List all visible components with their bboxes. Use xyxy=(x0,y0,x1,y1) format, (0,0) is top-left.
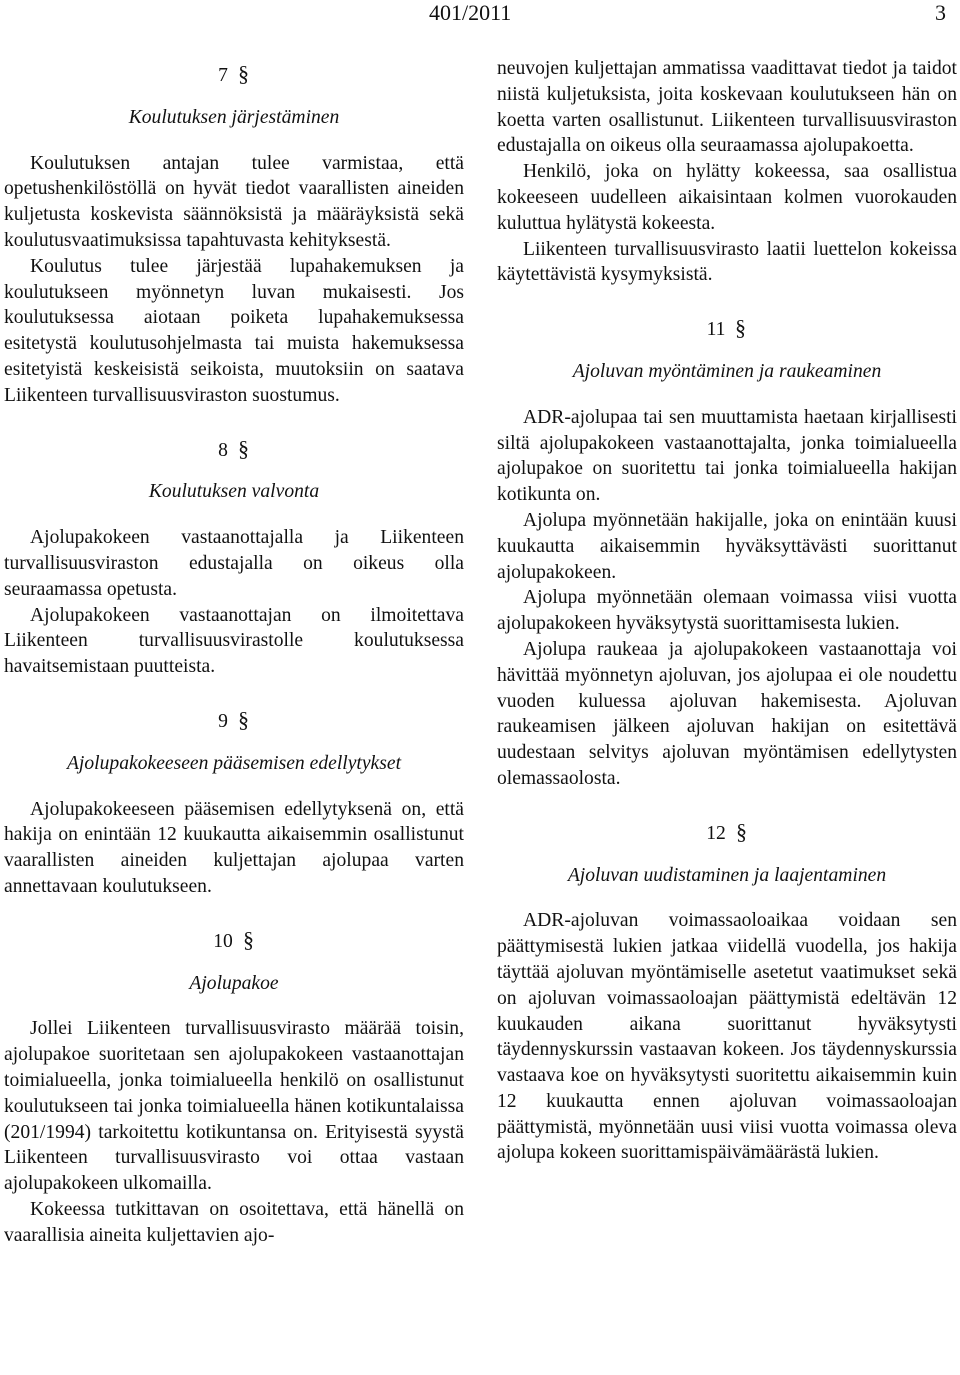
section-gap xyxy=(4,900,464,922)
body-paragraph: Henkilö, joka on hylätty kokeessa, saa osallistua kokeeseen uudelleen aikaisintaan kolmen vuorokauden kuluttua hylätystä kokeesta. xyxy=(497,161,957,234)
body-paragraph: Ajolupa myönnetään hakijalle, joka on enintään kuusi kuukautta aikaisemmin hyväksyttävästi suorittanut ajolupakokeen. xyxy=(497,509,957,583)
section-title: Koulutuksen valvonta xyxy=(148,481,320,503)
svg-text:§: § xyxy=(237,62,249,86)
body-paragraph: Ajolupakokeen vastaanottajan on ilmoitettava Liikenteen turvallisuusvirastolle koulutuksessa havaitsemistaan puutteista. xyxy=(4,604,464,678)
left-column xyxy=(4,56,464,1248)
section-title: Ajoluvan myöntäminen ja raukeaminen xyxy=(572,360,882,382)
section-gap xyxy=(497,792,957,814)
svg-text:§: § xyxy=(237,436,249,461)
section-number xyxy=(497,316,957,343)
section-number-text: 11 xyxy=(706,319,726,341)
section-sign-icon xyxy=(238,437,250,461)
section-number xyxy=(4,708,464,735)
page-header xyxy=(0,0,960,32)
right-column xyxy=(497,56,957,1166)
section-number xyxy=(4,437,464,464)
body-paragraph: ADR-ajoluvan voimassaoloaikaa voidaan sen päättymisestä lukien jatkaa viidellä vuodella, jos hakija täyttää ajoluvan myöntämiselle asetetut vaatimukset sekä on ajoluvan voimassaoloajan päättymistä edeltävän 12 kuukauden aikana suorittanut hyväksytysti täydennyskurssin vastaavan kokeen. Jos täydennyskurssia vastaava koe on hyväksytysti suoritettu aikaisemmin kuin 12 kuukautta ennen ajoluvan voimassaoloajan päättymistä, myönnetään uusi viisi vuotta voimassa oleva ajolupa kokeen suorittamispäivämäärästä lukien. xyxy=(497,910,957,1164)
section-number-text: 7 xyxy=(218,65,228,86)
section-sign-icon xyxy=(243,928,255,952)
body-paragraph: Koulutus tulee järjestää lupahakemuksen ja koulutukseen myönnetyn luvan mukaisesti. Jos koulutuksessa aiotaan poiketa lupahakemuksessa esitetystä koulutusohjelmasta tai muista hakemuksessa esitetyistä keskeisistä seikoista, muutoksiin on saatava Liikenteen turvallisuusviraston suostumus. xyxy=(4,255,464,406)
section-sign-icon xyxy=(735,316,747,340)
section-number-text: 9 xyxy=(218,710,228,732)
section-sign-icon xyxy=(238,708,250,732)
section-sign-icon xyxy=(238,62,250,86)
section-title: Ajolupakokeeseen pääsemisen edellytykset xyxy=(66,752,402,774)
body-paragraph: Liikenteen turvallisuusvirasto laatii luettelon kokeissa käytettävistä kysymyksistä. xyxy=(497,238,957,286)
svg-text:§: § xyxy=(237,707,249,732)
body-paragraph: Ajolupakokeen vastaanottajalla ja Liikenteen turvallisuusviraston edustajalla on oikeus olla seuraamassa opetusta. xyxy=(4,527,464,600)
issue-number: 401/2011 xyxy=(429,0,512,25)
section-gap xyxy=(4,680,464,702)
section-number xyxy=(4,928,464,955)
body-paragraph: Kokeessa tutkittavan on osoitettava, että hänellä on vaarallisia aineita kuljettavien ajo- xyxy=(4,1198,464,1246)
section-number-text: 10 xyxy=(213,930,233,952)
body-paragraph: Ajolupa myönnetään olemaan voimassa viisi vuotta ajolupakokeen hyväksytystä suorittamisesta lukien. xyxy=(497,587,957,635)
section-number xyxy=(497,820,957,847)
body-paragraph: neuvojen kuljettajan ammatissa vaadittavat tiedot ja taidot niistä kuljetuksista, joita koskevaan koulutukseen hän on koetta varten osallistunut. Liikenteen turvallisuusviraston edustajalla on oikeus olla seuraamassa ajolupakoetta. xyxy=(497,58,957,157)
body-paragraph: Ajolupakokeeseen pääsemisen edellytyksenä on, että hakija on enintään 12 kuukautta aikaisemmin osallistunut vaarallisten aineiden kuljettajan ajolupaa varten annettavaan koulutukseen. xyxy=(4,798,464,897)
svg-text:§: § xyxy=(735,819,747,844)
svg-text:§: § xyxy=(735,316,747,341)
section-number-text: 12 xyxy=(706,822,726,844)
section-gap xyxy=(4,409,464,431)
body-paragraph: Ajolupa raukeaa ja ajolupakokeen vastaanottaja voi hävittää myönnetyn ajoluvan, jos ajolupaa ei ole noudettu vuoden kuluessa ajoluvan hakemisesta. Ajoluvan raukeamisen jälkeen ajoluvan hakijan on esitettävä uudestaan selvitys ajoluvan myöntämisen edellytysten olemassaolosta. xyxy=(497,638,957,789)
page-number: 3 xyxy=(935,0,946,25)
section-gap xyxy=(497,288,957,310)
section-title: Ajolupakoe xyxy=(189,972,279,994)
section-title: Ajoluvan uudistaminen ja laajentaminen xyxy=(567,864,887,886)
section-number xyxy=(4,62,464,89)
section-title: Koulutuksen järjestäminen xyxy=(128,106,340,128)
section-number-text: 8 xyxy=(218,439,228,461)
body-paragraph: ADR-ajolupaa tai sen muuttamista haetaan kirjallisesti siltä ajolupakokeen vastaanottajalta, jonka toimialueella ajolupakoe on suoritettu tai jonka toimialueella hakijan kotikunta on. xyxy=(497,406,957,506)
section-sign-icon xyxy=(736,820,748,844)
body-paragraph: Koulutuksen antajan tulee varmistaa, että opetushenkilöstöllä on hyvät tiedot vaarallisten aineiden kuljetusta koskevista säännöksistä ja määräyksistä sekä koulutusvaatimuksissa tapahtuvasta kehityksestä. xyxy=(4,152,464,251)
svg-text:§: § xyxy=(242,927,254,952)
body-paragraph: Jollei Liikenteen turvallisuusvirasto määrää toisin, ajolupakoe suoritetaan sen ajolupakokeen vastaanottajan toimialueella, jonka toimialueella henkilö on osallistunut koulutukseen tai jonka toimialueella hänen kotikuntalaissa (201/1994) tarkoitettu kotikuntansa on. Erityisestä syystä Liikenteen turvallisuusvirasto voi ottaa vastaan ajolupakokeen ulkomailla. xyxy=(4,1018,464,1195)
